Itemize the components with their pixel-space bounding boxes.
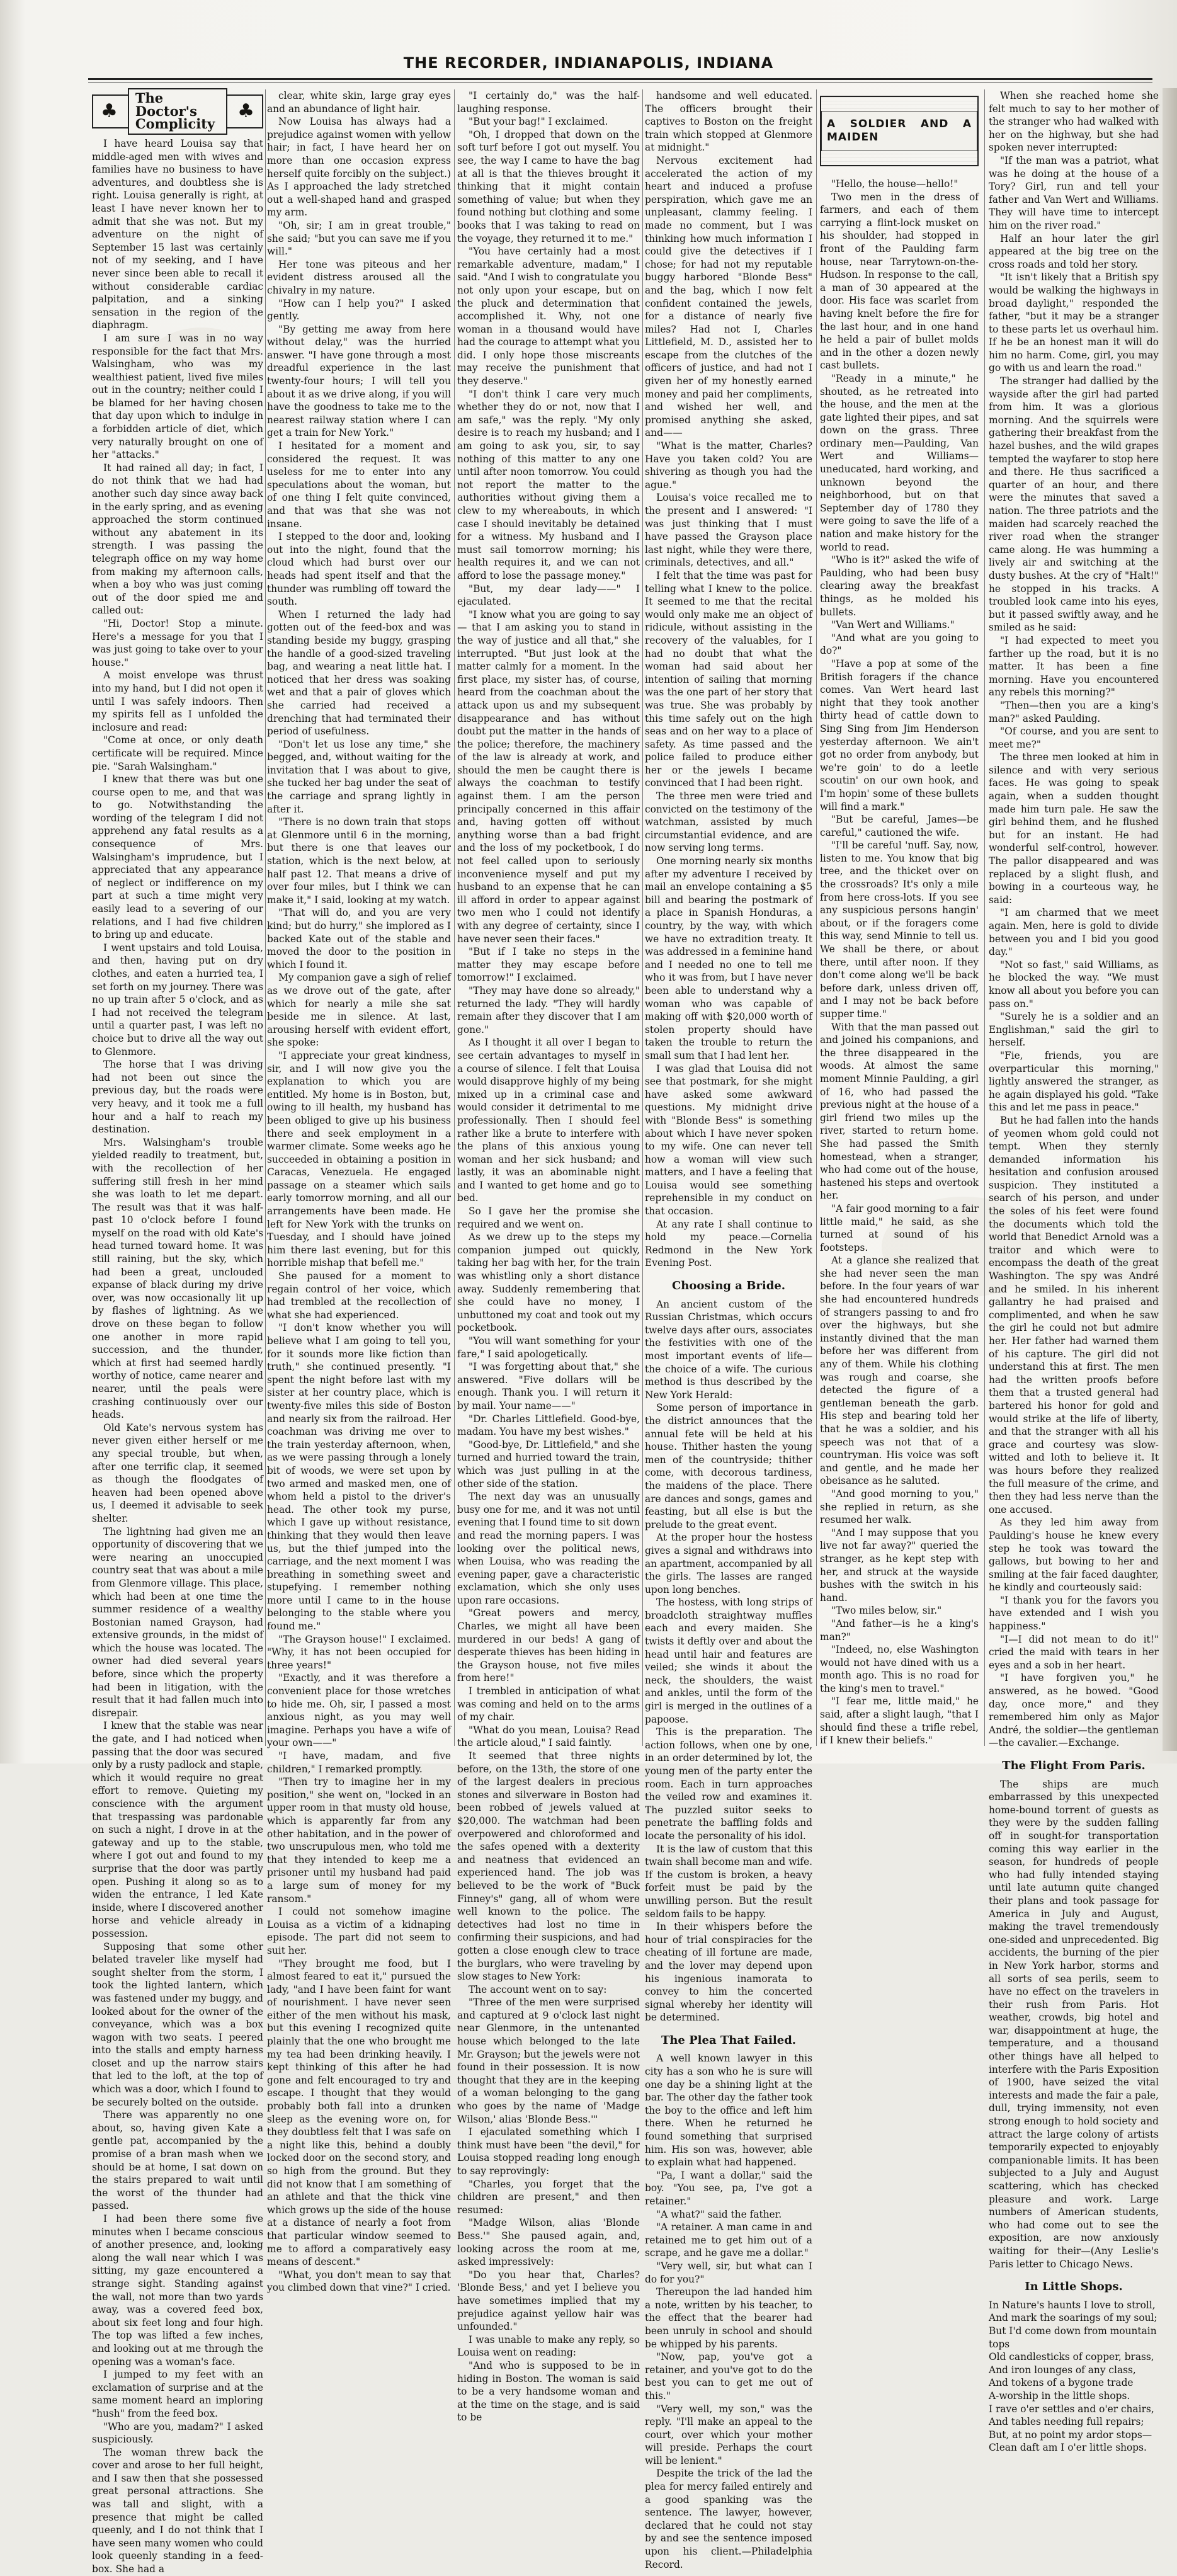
paragraph: "A retainer. A man came in and retained me to get him out of a scrape, and he gave me a dollar.": [645, 2221, 812, 2259]
paragraph: The three men were tried and convicted on the testimony of the watchman, assisted by much circumstantial evidence, and are now serving long terms.: [645, 790, 812, 854]
paragraph: "Come at once, or only death certificate will be required. Mince pie. "Sarah Walsingham.": [92, 734, 263, 772]
paragraph: "Hello, the house—hello!": [831, 178, 958, 190]
story-body: [92, 137, 263, 2576]
paragraph: The stranger had dallied by the wayside after the girl had parted from him. It was a glorious morning. And the squirrels were gathering their breakfast from the hazel bushes, and the wild grapes tempted the wayfarer to stop here and there. He thus sacrificed a quarter of an hour, and there were the minutes that saved a nation. The three patriots and the maiden had scarcely reached the river road when the stranger came along. He was humming a lively air and switching at the dusty bushes. At the cry of "Halt!" he stopped in his tracks. A troubled look came into his eyes, but it passed swiftly away, and he smiled as he said:: [989, 375, 1159, 634]
paragraph: The ships are much embarrassed by this unexpected home-bound torrent of guests as they were by the sudden falling off in sought-for transportation coming this way earlier in the season, for hundreds of people who had fully intended staying until late autumn quite changed their plans and took passage for America in July and August, making the travel tremendously one-sided and unprecedented. Big accidents, the burning of the pier in New York harbor, storms and all sorts of sea perils, seem to have no effect on the travelers in their rush from Paris. Hot weather, crowds, big hotel and war, disappointment at huge, the temperature, and a thousand other things have all helped to interfere with the Paris Exposition of 1900, have seized the vital interests and made the fair a pale, dull, trying immensity, not even strong enough to hold society and attract the large colony of artists temporarily expected to enjoyably companionable limits. It has been subjected to a July and August scattering, which has checked pleasure and work. Large numbers of American students, who had come out to see the exposition, are now anxiously waiting for their—(Any Leslie's Paris letter to Chicago News.: [989, 1778, 1159, 2270]
paragraph: "They brought me food, but I almost feared to eat it," pursued the lady, "and I have been faint for want of nourishment. I have never seen either of the men without his mask, but this evening I recognized quite plainly that the one who brought me my tea had been drinking heavily. I kept thinking of this after he had gone and felt encouraged to try and escape. I thought that they would probably both fall into a drunken sleep as the evening wore on, for they doubtless felt that I was safe on a night like this, behind a doubly locked door on the second story, and so high from the ground. But they did not know that I am something of an athlete and that the thick vine which grows up the side of the house at a distance of nearly a foot from that particular window seemed to me to afford a comparatively easy means of descent.": [267, 1958, 451, 2268]
paragraph: "I certainly do," was the half-laughing response.: [457, 90, 640, 115]
paragraph: "Who is it?" asked the wife of Paulding, who had been busy clearing away the breakfast things, as he molded his bullets.: [820, 554, 979, 618]
paragraph: At any rate I shall continue to hold my peace.—Cornelia Redmond in the New York Evening Post.: [645, 1218, 812, 1269]
plea-article: [645, 2052, 812, 2571]
paragraph: "And father—is he a king's man?": [820, 1617, 979, 1643]
paragraph: She paused for a moment to regain control of her voice, which had trembled at the recollection of what she had experienced.: [267, 1270, 451, 1321]
paragraph: "I thank you for the favors you have extended and I wish you happiness.": [989, 1594, 1159, 1633]
paragraph: It had rained all day; in fact, I do not think that we had had another such day since away back in the early spring, and as evening approached the storm continued without any abatement in its strength. I was passing the telegraph office on my way home from making my afternoon calls, when a boy who was just coming out of the door spied me and called out:: [92, 462, 263, 617]
paragraph: It seemed that three nights before, on the 13th, the store of one of the largest dealers in precious stones and silverware in Boston had been robbed of jewels valued at $20,000. The watchman had been overpowered and chloroformed and the safes opened with a dexterity and neatness that evidenced an experienced hand. The job was believed to be the work of "Buck Finney's" gang, all of whom were well known to the police. The detectives had lost no time in confirming their suspicions, and had gotten a close enough clew to trace the burglars, who were traveling by slow stages to New York:: [457, 1750, 640, 1983]
paragraph: "And who is supposed to be in hiding in Boston. The woman is said to be a very handsome woman and at the time on the stage, and is said to be: [457, 2359, 640, 2424]
paragraph: But he had fallen into the hands of yeomen whom gold could not tempt. When they sternly demanded information his hesitation and confusion aroused suspicion. They instituted a search of his person, and under the soles of his feet were found the documents which told the world that Benedict Arnold was a traitor and which were to encompass the death of the great Washington. The spy was André and he smiled. In his inherent gallantry he had praised and complimented, and when he saw the girl he could not but admire her. Her father had warned them of his capture. The girl did not understand this at first. The men had the written proofs before them that a trusted general had bartered his honor for gold and would strike at the life of liberty, and that the stranger with all his grace and courtesy was slow-witted and loth to believe it. It was hours before they realized the full measure of the crime, and then they had less nerve than the one accused.: [989, 1114, 1159, 1515]
paragraph: "You have certainly had a most remarkable adventure, madam," I said. "And I wish to congratulate you not only upon your escape, but on the pluck and determination that accomplished it. Why, not one woman in a thousand would have had the courage to attempt what you did. I only hope those miscreants may receive the punishment that they deserve.": [457, 246, 640, 387]
poem-line: And iron lounges of any class,: [989, 2364, 1136, 2376]
paragraph: "If the man was a patriot, what was he doing at the house of a Tory? Girl, run and tell your father and Van Wert and Williams. They will have time to intercept him on the river road.": [989, 154, 1159, 231]
paragraph: Some person of importance in the district announces that the annual fete will be held at his house. Thither hasten the young men of the countryside; thither come, with decorous tardiness, the maidens of the place. There are dances and songs, games and feasting, but all else is but the prelude to the great event.: [645, 1402, 812, 1530]
paragraph: "Indeed, no, else Washington would not have dined with us a month ago. This is no road for the king's men to travel.": [820, 1644, 979, 1694]
paragraph: As we drew up to the steps my companion jumped out quickly, taking her bag with her, for the train was whistling only a short distance away. Suddenly remembering that she could have no money, I unbuttoned my coat and took out my pocketbook.: [457, 1231, 640, 1334]
paragraph: "Do you hear that, Charles? 'Blonde Bess,' and yet I believe you have sometimes implied that my prejudice against yellow hair was unfounded.": [457, 2269, 640, 2333]
paragraph: Now Louisa has always had a prejudice against women with yellow hair; in fact, I have heard her on more than one occasion express herself quite forcibly on the subject.) As I approached the lady stretched out a well-shaped hand and grasped my arm.: [267, 116, 451, 219]
paragraph: I stepped to the door and, looking out into the night, found that the cloud which had burst over our heads had spent itself and that the thunder was rumbling off toward the south.: [267, 531, 451, 608]
soldier-headline-box: [820, 96, 979, 166]
paragraph: "Pa, I want a dollar," said the boy. "You see, pa, I've got a retainer.": [645, 2169, 812, 2207]
paragraph: I jumped to my feet with an exclamation of surprise and at the same moment heard an imploring "hush" from the feed box.: [92, 2369, 263, 2419]
paragraph: "By getting me away from here without delay," was the hurried answer. "I have gone through a most dreadful experience in the last twenty-four hours; I will tell you about it as we drive along, if you will have the goodness to take me to the nearest railway station where I can get a train for New York.": [267, 323, 451, 439]
paragraph: "How can I help you?" I asked gently.: [267, 297, 451, 322]
paragraph: "But if I take no steps in the matter they may escape before tomorrow!" I exclaimed.: [457, 946, 640, 984]
paragraph: "That will do, and you are very kind; but do hurry," she implored as I backed Kate out of the stable and moved the door to the position in which I found it.: [267, 907, 451, 971]
story-body: [457, 89, 640, 2424]
poem-line: I rave o'er settles and o'er chairs,: [989, 2403, 1154, 2415]
section-heading: Choosing a Bride.: [671, 1279, 786, 1293]
page-edge: [1163, 88, 1177, 1751]
paragraph: "Dr. Charles Littlefield. Good-bye, madam. You have my best wishes.": [457, 1413, 640, 1438]
paragraph: A well known lawyer in this city has a son who he is sure will one day be a shining light at the bar. The other day the father took the boy to the office and left him there. When he returned he found something that surprised him. His son was, however, able to explain what had happened.: [645, 2053, 812, 2169]
paragraph: One morning nearly six months after my adventure I received by mail an envelope containing a $5 bill and bearing the postmark of a place in Spanish Honduras, a country, by the way, with which we have no extradition treaty. It was addressed in a feminine hand and I needed no one to tell me who it was from, but I have never been able to understand why a woman who was capable of making off with $20,000 worth of stolen property should have taken the trouble to return the small sum that I had lent her.: [645, 855, 812, 1061]
paragraph: Nervous excitement had accelerated the action of my heart and induced a profuse perspiration, which gave me an unpleasant, clammy feeling. I made no comment, but I was thinking how much information I could give the detectives if I chose; for had not my reputable buggy harbored "Blonde Bess" and the bag, which I now felt confident contained the jewels, for a distance of nearly five miles? Had not I, Charles Littlefield, M. D., assisted her to escape from the clutches of the officers of justice, and had not I given her of my honestly earned money and paid her compliments, and wished her well, and promised anything she asked, and——: [645, 154, 812, 439]
paragraph: "It isn't likely that a British spy would be walking the highways in broad daylight," responded the father, "but it may be a stranger to these parts let us overhaul him. If he be an honest man it will do him no harm. Come, girl, you may go with us and learn the road.": [989, 271, 1159, 374]
section-heading: In Little Shops.: [1025, 2280, 1123, 2294]
paragraph: "Who are you, madam?" I asked suspiciously.: [92, 2420, 263, 2446]
story-body: [645, 89, 812, 1270]
paragraph: I was glad that Louisa did not see that postmark, for she might have asked some awkward questions. My midnight drive with "Blonde Bess" is something about which I have never spoken to my wife. One can never tell how a woman will view such matters, and I have a feeling that Louisa would see something reprehensible in my conduct on that occasion.: [645, 1063, 812, 1217]
paragraph: "A fair good morning to a fair little maid," he said, as she turned at sound of his footsteps.: [820, 1202, 979, 1253]
paragraph: "What, you don't mean to say that you climbed down that vine?" I cried.: [267, 2269, 451, 2294]
soldier-headline: A SOLDIER AND A MAIDEN: [821, 111, 977, 151]
paragraph: "The Grayson house!" I exclaimed. "Why, it has not been occupied for three years!": [267, 1633, 451, 1671]
paragraph: Half an hour later the girl appeared at the big tree on the cross roads and told her story.: [989, 232, 1159, 270]
paragraph: An ancient custom of the Russian Christmas, which occurs twelve days after ours, associates the festivities with one of the most important events of life—the choice of a wife. The curious method is thus described by the New York Herald:: [645, 1298, 812, 1401]
section-heading: The Plea That Failed.: [661, 2033, 797, 2047]
poem-line: Old candlesticks of copper, brass,: [989, 2351, 1154, 2363]
paragraph: As I thought it all over I began to see certain advantages to myself in a course of silence. I felt that Louisa would disapprove highly of my being mixed up in a criminal case and would consider it detrimental to me professionally. Then I should feel rather like a brute to interfere with the plans of this anxious young woman and her sick husband; and lastly, it was an abominable night and I wanted to get home and go to bed.: [457, 1037, 640, 1204]
paragraph: I had been there some five minutes when I became conscious of another presence, and, looking along the wall near which I was sitting, my gaze encountered a strange sight. Standing against the wall, not more than two yards away, was a covered feed box, about six feet long and four high. The top was lifted a few inches, and looking out at me through the opening was a woman's face.: [92, 2213, 263, 2368]
paragraph: I could not somehow imagine Louisa as a victim of a kidnaping episode. The part did not seem to suit her.: [267, 1906, 451, 1956]
paragraph: "They may have done so already," returned the lady. "They will hardly remain after they discover that I am gone.": [457, 984, 640, 1035]
paragraph: "But be careful, James—be careful," cautioned the wife.: [820, 814, 979, 838]
paragraph: "I—I did not mean to do it!" cried the maid with tears in her eyes and a sob in her heart.: [989, 1633, 1159, 1671]
paragraph: It is the law of custom that this twain shall become man and wife. If the custom is broken, a heavy forfeit must be paid by the unwilling person. But the result seldom fails to be happy.: [645, 1843, 812, 1920]
paragraph: "Have a pop at some of the British foragers if the chance comes. Van Wert heard last night that they took another thirty head of cattle down to Sing Sing from Jim Henderson yesterday afternoon. We ain't got no order from anybody, but we're goin' to do a leetle scoutin' on our own hook, and I'm hopin' some of these bullets will find a mark.": [820, 658, 979, 812]
paragraph: The lightning had given me an opportunity of discovering that we were nearing an unoccupied country seat that was about a mile from Glenmore village. This place, which had been at one time the summer residence of a wealthy Bostonian named Grayson, had extensive grounds, in the midst of which the house was located. The owner had died several years before, since which the property had been in litigation, with the result that it had fallen much into disrepair.: [92, 1525, 263, 1719]
paragraph: I went upstairs and told Louisa, and then, having put on dry clothes, and eaten a hurried tea, I set forth on my journey. There was no up train after 5 o'clock, and as I had not received the telegram until a quarter past, I was left no choice but to drive all the way out to Glenmore.: [92, 942, 263, 1057]
paragraph: "Great powers and mercy, Charles, we might all have been murdered in our beds! A gang of desperate thieves has been hiding in the Grayson house, not five miles from here!": [457, 1607, 640, 1684]
paragraph: "I had expected to meet you farther up the road, but it is no matter. It has been a fine morning. Have you encountered any rebels this morning?": [989, 634, 1159, 698]
paragraph: "There is no down train that stops at Glenmore until 6 in the morning, but there is one that leaves our station, which is the next below, at half past 12. That means a drive of over four miles, but I think we can make it," I said, looking at my watch.: [267, 816, 451, 906]
paragraph: "What do you mean, Louisa? Read the article aloud," I said faintly.: [457, 1724, 640, 1749]
paragraph: "Madge Wilson, alias 'Blonde Bess.'" She paused again, and, looking across the room at me, asked impressively:: [457, 2217, 640, 2268]
column-2: [267, 89, 451, 2294]
paragraph: "Hi, Doctor! Stop a minute. Here's a message for you that I was just going to take over to your house.": [92, 617, 263, 668]
paragraph: There was apparently no one about, so, having given Kate a gentle pat, accompanied by the promise of a bran mash when we should be at home, I sat down on the stairs prepared to wait until the worst of the thunder had passed.: [92, 2109, 263, 2212]
paragraph: "But your bag!" I exclaimed.: [469, 116, 608, 128]
paragraph: "Now, pap, you've got a retainer, and you've got to do the best you can to get me out of this.": [645, 2351, 812, 2402]
paragraph: Supposing that some other belated traveler like myself had sought shelter from the storm, I took the lighted lantern, which was fastened under my buggy, and looked about for the owner of the conveyance, which was a box wagon with two seats. I peered into the stalls and empty harness closet and up the narrow stairs that led to the loft, at the top of which was a door, which I found to be securely bolted on the outside.: [92, 1941, 263, 2108]
paragraph: I am sure I was in no way responsible for the fact that Mrs. Walsingham, who was my wealthiest patient, lived five miles out in the country; neither could I be blamed for her having chosen that day upon which to indulge in a forbidden article of diet, which very naturally brought on one of her "attacks.": [92, 332, 263, 461]
column-divider: [816, 89, 817, 1746]
story-headline: The Doctor's Complicity: [128, 88, 227, 135]
paragraph: At a glance she realized that she had never seen the man before. In the four years of war she had encountered hundreds of strangers passing to and fro over the highways, but she instantly divined that the man before her was different from any of them. While his clothing was rough and coarse, she detected the figure of a gentleman beneath the garb. His step and bearing told her that he was a soldier, and his speech was not that of a countryman. His voice was soft and gentle, and he made her obeisance as he saluted.: [820, 1255, 979, 1487]
paragraph: I knew that there was but one course open to me, and that was to go. Notwithstanding the wording of the telegram I did not apprehend any fatal results as a consequence of Mrs. Walsingham's imprudence, but I appreciated that any appearance of neglect or indifference on my part at such a time might very easily lead to a severing of our relations, and I had five children to bring up and educate.: [92, 773, 263, 941]
paragraph: I have heard Louisa say that middle-aged men with wives and families have no business to have adventures, and doubtless she is right. Louisa generally is right, at least I have never known her to admit that she was not. But my adventure on the night of September 15 last was certainly not of my seeking, and I have never since been able to recall it without considerable cardiac palpitation, and a sinking sensation in the region of the diaphragm.: [92, 138, 263, 331]
paragraph: Thereupon the lad handed him a note, written by his teacher, to the effect that the bearer had been unruly in school and should be whipped by his parents.: [645, 2286, 812, 2350]
paragraph: "Three of the men were surprised and captured at 9 o'clock last night near Glenmore, in the untenanted house which belonged to the late Mr. Grayson; but the jewels were not found in their possession. It is now thought that they are in the keeping of a woman belonging to the gang who goes by the name of 'Madge Wilson,' alias 'Blonde Bess.'": [457, 1997, 640, 2125]
paragraph: "Not so fast," said Williams, as he blocked the way. "We must know all about you before you can pass on.": [989, 959, 1159, 1010]
paragraph: "Good-bye, Dr. Littlefield," and she turned and hurried toward the train, which was just pulling in at the other side of the station.: [457, 1439, 640, 1490]
paragraph: As they led him away from Paulding's house he knew every step he took was toward the gallows, but bowing to her and smiling at the fair faced daughter, he kindly and courteously said:: [989, 1517, 1159, 1593]
club-ornament-icon: ♣: [101, 100, 118, 122]
story-body: [267, 89, 451, 2294]
paragraph: "I don't think I care very much whether they do or not, now that I am safe," was the reply. "My only desire is to reach my husband; and I am going to ask you, sir, to say nothing of this matter to any one until after noon tomorrow. You could not report the matter to the authorities without giving them a clew to my whereabouts, in which case I should inevitably be detained for a witness. My husband and I must sail tomorrow morning; his health requires it, and we can not afford to lose the passage money.": [457, 388, 640, 581]
paragraph: "Oh, sir; I am in great trouble," she said; "but you can save me if you will.": [267, 219, 451, 258]
column-divider: [454, 89, 455, 1746]
paragraph: In their whispers before the hour of trial conspiracies for the cheating of ill fortune are made, and the lover may depend upon his ingenious inamorata to convey to him the concerted signal whereby her identity will be determined.: [645, 1921, 812, 2024]
paragraph: This is the preparation. The action follows, when one by one, in an order determined by lot, the young men of the party enter the room. Each in turn approaches the veiled row and examines it. The puzzled suitor seeks to penetrate the baffling folds and locate the personality of his idol.: [645, 1726, 812, 1842]
bride-article: [645, 1298, 812, 2024]
paragraph: "I don't know whether you will believe what I am going to tell you, for it sounds more like fiction than truth," she continued presently. "I spent the night before last with my sister at her country place, which is twenty-five miles this side of Boston and nearly six from the railroad. Her coachman was driving me over to the train yesterday afternoon, when, as we were passing through a lonely bit of woods, we were set upon by two armed and masked men, one of whom held a pistol to the driver's head. The other took my purse, which I gave up without resistance, thinking that they would then leave us, but the thief jumped into the carriage, and the next moment I was breathing in something sweet and stupefying. I remember nothing more until I came to in the house belonging to the stable where you found me.": [267, 1322, 451, 1633]
column-divider: [642, 89, 643, 1746]
paragraph: "Very well, my son," was the reply. "I'll make an appeal to the court, over which your mother will preside. Perhaps the court will be lenient.": [645, 2403, 812, 2466]
paragraph: "Exactly, and it was therefore a convenient place for those wretches to hide me. Oh, sir, I passed a most anxious night, as you may well imagine. Perhaps you have a wife of your own——": [267, 1672, 451, 1749]
paragraph: "Fie, friends, you are overparticular this morning," lightly answered the stranger, as he again displayed his gold. "Take this and let me pass in peace.": [989, 1049, 1159, 1114]
paragraph: My companion gave a sigh of relief as we drove out of the gate, after which for nearly a mile she sat beside me in silence. At last, arousing herself with evident effort, she spoke:: [267, 972, 451, 1049]
paragraph: A moist envelope was thrust into my hand, but I did not open it until I was safely indoors. Then my spirits fell as I unfolded the inclosure and read:: [92, 670, 263, 733]
paragraph: I was unable to make any reply, so Louisa went on reading:: [457, 2334, 640, 2359]
column-1: [92, 89, 263, 2575]
paragraph: Her tone was piteous and her evident distress aroused all the chivalry in my nature.: [267, 258, 451, 296]
paragraph: "Charles, you forget that the children are present," and then resumed:: [457, 2178, 640, 2216]
paragraph: When she reached home she felt much to say to her mother of the stranger who had walked with her on the highway, but she had spoken never interrupted:: [989, 90, 1159, 154]
column-soldier: [820, 89, 979, 1747]
paragraph: I ejaculated something which I think must have been "the devil," for Louisa stopped reading long enough to say reprovingly:: [457, 2126, 640, 2177]
paragraph: "You will want something for your fare," I said apologetically.: [457, 1335, 640, 1360]
poem: [989, 2299, 1159, 2454]
poem-line: And mark the soarings of my soul;: [989, 2312, 1157, 2324]
paragraph: The next day was an unusually busy one for me, and it was not until evening that I found time to sit down and read the morning papers. I was looking over the political news, when Louisa, who was reading the evening paper, gave a characteristic exclamation, which she only uses upon rare occasions.: [457, 1491, 640, 1606]
column-divider: [984, 89, 985, 1746]
paragraph: "I have, madam, and five children," I remarked promptly.: [267, 1750, 451, 1775]
paragraph: "I fear me, little maid," he said, after a slight laugh, "that I should find these a trifle rebel, if I knew their beliefs.": [820, 1695, 979, 1747]
paragraph: "Of course, and you are sent to meet me?": [989, 726, 1159, 750]
paragraph: Louisa's voice recalled me to the present and I answered: "I was just thinking that I must have passed the Grayson place last night, while they were there, criminals, detectives, and all.": [645, 492, 812, 569]
poem-line: But, at no point my ardor stops—: [989, 2429, 1152, 2441]
masthead-title: THE RECORDER, INDIANAPOLIS, INDIANA: [403, 54, 774, 72]
paragraph: I felt that the time was past for telling what I knew to the police. It seemed to me that the recital would only make me an object of ridicule, without assisting in the recovery of the valuables, for I had no doubt that what the woman had said about her intention of sailing that morning was the one part of her story that was true. She was probably by this time safely out on the high seas and on her way to a place of safety. As time passed and the police failed to produce either her or the jewels I became convinced that I had been right.: [645, 569, 812, 789]
paragraph: "I am charmed that we meet again. Men, here is gold to divide between you and I bid you good day.": [989, 907, 1159, 958]
paragraph: With that the man passed out and joined his companions, and the three disappeared in the woods. At almost the same moment Minnie Paulding, a girl of 16, who had passed the previous night at the house of a girl friend two miles up the river, started to return home. She had passed the Smith homestead, when a stranger, who had come out of the house, hastened his steps and overtook her.: [820, 1021, 979, 1202]
paragraph: The hostess, with long strips of broadcloth straightway muffles each and every maiden. She twists it deftly over and about the head until hair and features are veiled; she winds it about the neck, the shoulders, the waist and ankles, until the form of the girl is merged in the outlines of a papoose.: [645, 1597, 812, 1725]
paragraph: The account went on to say:: [469, 1983, 607, 1995]
column-divider: [265, 89, 266, 1746]
paragraph: "I'll be careful 'nuff. Say, now, listen to me. You know that big tree, and the thicket over on the crossroads? It's only a mile from here cross-lots. If you see any suspicious persons hangin' about, or if the foragers come this way, send Minnie to tell us. We shall be there, or about there, until after noon. If they don't come along we'll be back before dark, unless driven off, and I may not be back before supper time.": [820, 840, 979, 1020]
paragraph: "Ready in a minute," he shouted, as he retreated into the house, and the men at the gate lighted their pipes, and sat down on the grass. Three ordinary men—Paulding, Van Wert and Williams—uneducated, hard working, and unknown beyond the neighborhood, but on that September day of 1780 they were going to save the life of a nation and make history for the world to read.: [820, 372, 979, 553]
paragraph: So I gave her the promise she required and we went on.: [457, 1205, 640, 1230]
paragraph: "Van Wert and Williams.": [831, 619, 955, 631]
paragraph: Despite the trick of the lad the plea for mercy failed entirely and a good spanking was the sentence. The lawyer, however, declared that he could not stay by and see the sentence imposed upon his client.—Philadelphia Record.: [645, 2468, 812, 2570]
paragraph: At the proper hour the hostess gives a signal and withdraws into an apartment, accompanied by all the girls. The lasses are ranged upon long benches.: [645, 1532, 812, 1595]
paragraph: "I appreciate your great kindness, sir, and I will now give you the explanation to which you are entitled. My home is in Boston, but, owing to ill health, my husband has been obliged to give up his business there and seek employment in a warmer climate. Some weeks ago he succeeded in obtaining a position in Caracas, Venezuela. He engaged passage on a steamer which sails early tomorrow morning, and all our arrangements have been made. He left for New York with the trunks on Tuesday, and I should have joined him there last evening, but for this horrible mishap that befell me.": [267, 1049, 451, 1269]
paragraph: handsome and well educated. The officers brought their captives to Boston on the freight train which stopped at Glenmore at midnight.": [645, 90, 812, 154]
paragraph: "Oh, I dropped that down on the soft turf before I got out myself. You see, the way I came to have the bag at all is that the thieves brought it thinking that it might contain something of value; but when they found nothing but clothing and some books that I was taking to read on the voyage, they returned it to me.": [457, 128, 640, 244]
paragraph: "Don't let us lose any time," she begged, and, without waiting for the invitation that I was about to give, she tucked her bag under the seat of the carriage and sprang lightly in after it.: [267, 738, 451, 815]
paragraph: "And what are you going to do?": [820, 632, 979, 657]
poem-line: A-worship in the little shops.: [989, 2390, 1130, 2402]
paragraph: "Very well, sir, but what can I do for you?": [645, 2260, 812, 2285]
column-4: [645, 89, 812, 2570]
paragraph: "Two miles below, sir.": [831, 1605, 942, 1617]
paragraph: "And I may suppose that you live not far away?" queried the stranger, as he kept step with her, and struck at the wayside bushes with the switch in his hand.: [820, 1527, 979, 1604]
paragraph: "A what?" said the father.: [656, 2208, 782, 2220]
poem-line: But I'd come down from mountain tops: [989, 2325, 1157, 2350]
paragraph: I trembled in anticipation of what was coming and held on to the arms of my chair.: [457, 1685, 640, 1723]
paragraph: I hesitated for a moment and considered the request. It was useless for me to enter into any speculations about the woman, but of one thing I felt quite convinced, and that was that she was not insane.: [267, 440, 451, 530]
paragraph: "I was forgetting about that," she answered. "Five dollars will be enough. Thank you. I will return it by mail. Your name——": [457, 1361, 640, 1411]
paragraph: Two men in the dress of farmers, and each of them carrying a flint-lock musket on his shoulder, had stopped in front of the Paulding farm house, near Tarrytown-on-the-Hudson. In response to the call, a man of 30 appeared at the door. His face was scarlet from having knelt before the fire for the last hour, and in one hand he held a pair of bullet molds and in the other a dozen newly cast bullets.: [820, 191, 979, 372]
paragraph: "Surely he is a soldier and an Englishman," said the girl to herself.: [989, 1011, 1159, 1049]
column-right: [989, 89, 1159, 2454]
club-ornament-icon: ♣: [237, 100, 254, 122]
paragraph: The woman threw back the cover and arose to her full height, and I saw then that she possessed great personal attractions. She was tall and slight, with a presence that might be called queenly, and I do not think that I have seen many women who could look queenly standing in a feed-box. She had a: [92, 2446, 263, 2575]
poem-line: In Nature's haunts I love to stroll,: [989, 2299, 1156, 2311]
poem-line: And tokens of a bygone trade: [989, 2377, 1134, 2389]
paragraph: "And good morning to you," she replied in return, as she resumed her walk.: [820, 1488, 979, 1526]
paragraph: The three men looked at him in silence and with very serious faces. He was going to speak again, when a sudden thought made him turn pale. He saw the girl behind them, and he flushed but for an instant. He had wonderful self-control, however. The pallor disappeared and was replaced by a slight flush, and bowing in a courteous way, he said:: [989, 751, 1159, 906]
paragraph: I knew that the stable was near the gate, and I had noticed when passing that the door was secured only by a rusty padlock and staple, which it would require no great effort to remove. Quieting my conscience with the argument that trespassing was pardonable on such a night, I drove in at the gateway and up to the stable, where I got out and found to my surprise that the door was partly open. Pushing it along so as to widen the entrance, I led Kate inside, where I discovered another horse and vehicle already in possession.: [92, 1720, 263, 1939]
paragraph: clear, white skin, large gray eyes and an abundance of light hair.: [267, 90, 451, 115]
column-3: [457, 89, 640, 2424]
paragraph: The horse that I was driving had not been out since the previous day, but the roads were very heavy, and it took me a full hour and a half to reach my destination.: [92, 1059, 263, 1136]
paragraph: "But, my dear lady——" I ejaculated.: [457, 583, 640, 608]
paragraph: "What is the matter, Charles? Have you taken cold? You are shivering as though you had the ague.": [645, 440, 812, 491]
paragraph: "I know what you are going to say — that I am asking you to stand in the way of justice and all that," she interrupted. "But just look at the matter calmly for a moment. In the first place, my sister has, of course, heard from the coachman about the attack upon us and my subsequent disappearance and has without doubt put the matter in the hands of the police; therefore, the machinery of the law is already at work, and should the men be caught there is always the coachman to testify against them. I am the person principally concerned in this affair and, having gotten off without anything worse than a bad fright and the loss of my pocketbook, I do not feel called upon to seriously inconvenience myself and put my husband to an expense that he can ill afford in order to appear against two men who I could not identify with any degree of certainty, since I have never seen their faces.": [457, 608, 640, 945]
paragraph: "Then try to imagine her in my position," she went on, "locked in an upper room in that musty old house, which is apparently far from any other habitation, and in the power of two unscrupulous men, who told me that they intended to keep me a prisoner until my husband had paid a large sum of money for my ransom.": [267, 1776, 451, 1905]
paragraph: When I returned the lady had gotten out of the feed-box and was standing beside my buggy, grasping the handle of a good-sized traveling bag, and wearing a neat little hat. I noticed that her dress was soaking wet and that a pair of gloves which she carried had received a drenching that had terminated their period of usefulness.: [267, 608, 451, 738]
paragraph: "I have forgiven you," he answered, as he bowed. "Good day, once more," and they remembered him only as Major André, the soldier—the gentleman—the cavalier.—Exchange.: [989, 1672, 1159, 1749]
paragraph: "Then—then you are a king's man?" asked Paulding.: [989, 699, 1159, 724]
paragraph: Mrs. Walsingham's trouble yielded readily to treatment, but, with the recollection of her suffering still fresh in her mind she was loath to let me depart. The result was that it was half-past 10 o'clock before I found myself on the road with old Kate's head turned toward home. It was still raining, but the sky, which had been a great, unclouded expanse of black during my drive over, was now occasionally lit up by flashes of lightning. As we drove on these began to follow one another in more rapid succession, and the thunder, which at first had seemed hardly worthy of notice, came nearer and nearer, until the peals were crashing continuously over our heads.: [92, 1136, 263, 1421]
poem-line: Clean daft am I o'er little shops.: [989, 2442, 1147, 2454]
poem-line: And tables needing full repairs;: [989, 2416, 1144, 2428]
masthead-rule: [88, 78, 1152, 80]
story-headline-box: [92, 90, 263, 132]
paragraph: Old Kate's nervous system has never given either herself or me any special trouble, but when, after one terrific clap, it seemed as though the floodgates of heaven had been opened above us, I deemed it advisable to seek shelter.: [92, 1422, 263, 1524]
section-heading: The Flight From Paris.: [1002, 1759, 1146, 1772]
